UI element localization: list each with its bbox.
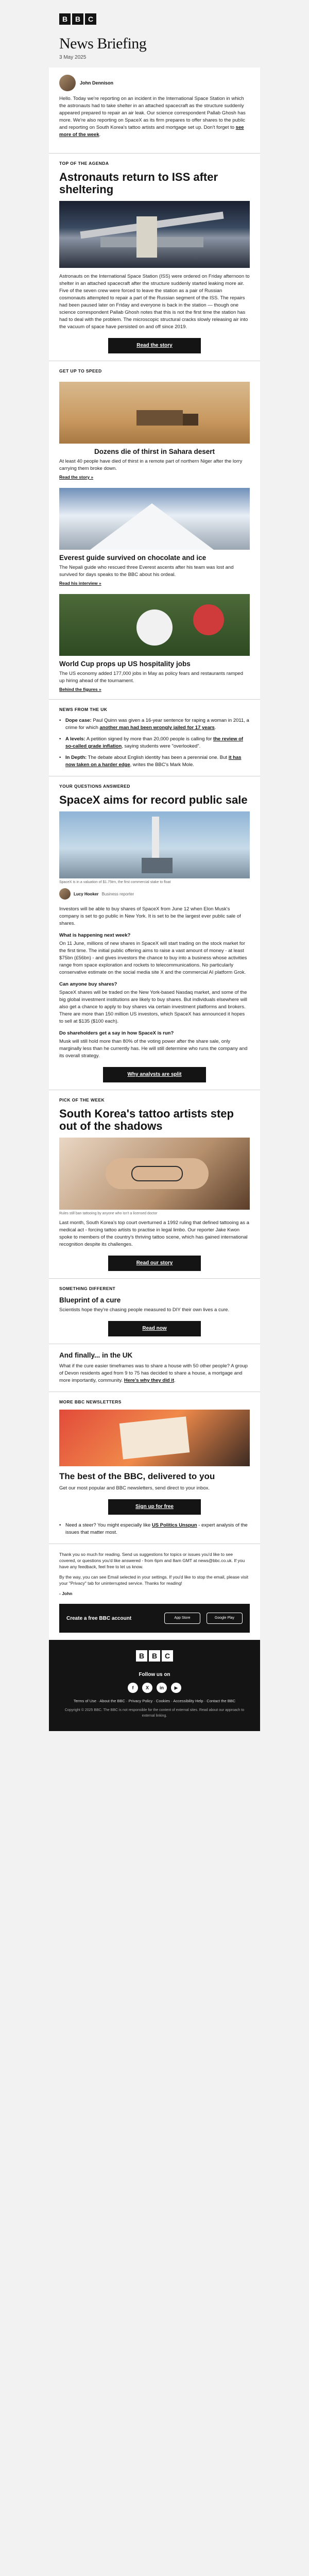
section-label-uk: NEWS FROM THE UK bbox=[49, 699, 260, 712]
intro-paragraph: Hello. Today we're reporting on an incident in the International Space Station in which the astronauts had to take shelter in an attached spacecraft as the structure suddenly appeared prepared to repair an air leak. Our science correspondent Pallab Ghosh has more. We're also reporting on SpaceX as its firm prepares to offer shares to the public and reporting on South Korea's tattoo artists and mortgage set up. Don't forget to see more of the week. bbox=[59, 96, 246, 138]
newsletter-title: News Briefing bbox=[59, 35, 147, 52]
author-row bbox=[49, 67, 260, 95]
instagram-icon[interactable]: in bbox=[157, 1683, 167, 1693]
masthead bbox=[49, 0, 260, 67]
footer bbox=[49, 1640, 260, 1731]
byline-role: Business reporter bbox=[101, 891, 134, 896]
finally-link[interactable]: Here's why they did it bbox=[124, 1378, 175, 1383]
section-label-speed: GET UP TO SPEED bbox=[49, 361, 260, 374]
facebook-icon[interactable]: f bbox=[128, 1683, 138, 1693]
author-name: John Dennison bbox=[80, 80, 113, 86]
byline-name: Lucy Hooker bbox=[74, 891, 99, 896]
social-icons bbox=[59, 1683, 250, 1693]
uk-news-lead: In Depth: bbox=[65, 755, 87, 760]
google-play-badge[interactable]: Google Play bbox=[207, 1613, 243, 1624]
finally-end: . bbox=[174, 1378, 176, 1383]
speed-link-2[interactable]: Read his interview » bbox=[59, 581, 101, 586]
qa-question-2: Can anyone buy shares? bbox=[59, 981, 117, 987]
week-headline: South Korea's tattoo artists step out of the shadows bbox=[59, 1107, 234, 1132]
spacex-caption: SpaceX is in a valuation of $1.75trn, the first commercial stake to float bbox=[59, 880, 171, 884]
footer-copyright: Copyright © 2025 BBC. The BBC is not responsible for the content of external sites. Read about our approach to external linking. bbox=[64, 1708, 245, 1718]
app-banner[interactable] bbox=[59, 1604, 250, 1633]
iss-photo bbox=[59, 201, 250, 268]
everest-photo bbox=[59, 488, 250, 550]
uk-news-list bbox=[49, 717, 260, 769]
different-block bbox=[49, 1296, 260, 1314]
questions-intro: Investors will be able to buy shares of SpaceX from June 12 when Elon Musk's company is set to go public in New York. It is set to be the largest ever public sale of shares. bbox=[59, 906, 241, 926]
finally-text: What if the cure easier timeframes was to share a house with 50 other people? A group of Devon residents aged from 9 to 75 has decided to share a house, a mortgage and more importantly, community. bbox=[59, 1363, 248, 1383]
speed-headline-1: Dozens die of thirst in Sahara desert bbox=[94, 448, 215, 455]
footer-links[interactable]: Terms of Use · About the BBC · Privacy Policy · Cookies · Accessibility Help · Contact the BBC bbox=[73, 1699, 236, 1703]
newsletters-extra-list bbox=[49, 1522, 260, 1536]
bbc-logo[interactable] bbox=[59, 13, 250, 25]
uk-news-text: The debate about English identity has been a perennial one. But bbox=[87, 755, 229, 760]
footer-logo[interactable] bbox=[59, 1650, 250, 1662]
email-body bbox=[49, 0, 260, 1731]
logo-letter-b1: B bbox=[59, 13, 71, 25]
qa-answer-1: On 11 June, millions of new shares in SpaceX will start trading on the stock market for the first time. The initial public offering aims to raise a vast amount of money - at least $75bn (£56bn) - and gives investors the chance to buy into a business whose activities range from space exploration and rockets to telecommunications. No particularly conservative estimate on the social media site X and the commercial AI platform Grok. bbox=[59, 941, 247, 975]
sahara-photo bbox=[59, 382, 250, 444]
author-avatar bbox=[59, 75, 76, 91]
logo-letter-b2: B bbox=[72, 13, 83, 25]
speed-story-2 bbox=[49, 488, 260, 586]
app-store-badge[interactable]: App Store bbox=[164, 1613, 200, 1624]
newsletters-photo bbox=[59, 1410, 250, 1466]
uk-news-link[interactable]: the review of so-called grade inflation bbox=[65, 736, 244, 749]
newsletters-headline: The best of the BBC, delivered to you bbox=[59, 1471, 215, 1481]
analysts-button[interactable]: Why analysts are split bbox=[103, 1067, 206, 1082]
qa-question-3: Do shareholders get a say in how SpaceX is run? bbox=[59, 1030, 174, 1036]
logo-letter-c: C bbox=[85, 13, 96, 25]
speed-body-3: The US economy added 177,000 jobs in May as policy fears and restaurants ramped up hiring ahead of the tournament. bbox=[59, 671, 243, 684]
uk-news-text: A petition signed by more than 20,000 people is calling for bbox=[85, 736, 213, 742]
section-label-questions: YOUR QUESTIONS ANSWERED bbox=[49, 776, 260, 789]
uk-news-item bbox=[59, 754, 250, 769]
read-now-button[interactable]: Read now bbox=[108, 1321, 201, 1336]
speed-headline-2: Everest guide survived on chocolate and ice bbox=[59, 554, 207, 562]
uk-news-text: Paul Quinn was given a 16-year sentence for raping a woman in 2011, a crime for which bbox=[65, 718, 249, 731]
speed-body-2: The Nepali guide who rescued three Everest ascents after his team was lost and survived for days speaks to the BBC about his ordeal. bbox=[59, 565, 234, 578]
follow-us-label: Follow us on bbox=[139, 1672, 170, 1677]
speed-story-3 bbox=[49, 594, 260, 692]
speed-link-1[interactable]: Read the story » bbox=[59, 474, 94, 480]
speed-story-1 bbox=[49, 382, 260, 480]
questions-headline: SpaceX aims for record public sale bbox=[59, 793, 248, 806]
thanks-block bbox=[49, 1544, 260, 1597]
questions-byline bbox=[49, 884, 260, 904]
us-politics-link[interactable]: US Politics Unspun bbox=[151, 1522, 197, 1528]
uk-news-link[interactable]: it has now taken on a harder edge bbox=[65, 755, 242, 768]
footer-logo-c: C bbox=[162, 1650, 173, 1662]
uk-news-tail: , writes the BBC's Mark Mole. bbox=[130, 762, 194, 768]
spacex-photo bbox=[59, 811, 250, 878]
uk-news-lead: Dope case: bbox=[65, 718, 92, 723]
tattoo-photo bbox=[59, 1138, 250, 1210]
byline-avatar bbox=[59, 888, 71, 900]
different-body: Scientists hope they're chasing people measured to DIY their own lives a cure. bbox=[59, 1307, 230, 1313]
uk-news-lead: A levels: bbox=[65, 736, 85, 742]
thanks-paragraph-2: By the way, you can see Email selected in your settings. If you'd like to stop the email, please visit your "Privacy" tab for uninterrupted service. Thanks for reading! bbox=[59, 1574, 249, 1586]
uk-news-tail: . bbox=[214, 725, 216, 731]
speed-headline-3: World Cup props up US hospitality jobs bbox=[59, 660, 191, 668]
finally-headline: And finally... in the UK bbox=[59, 1351, 133, 1359]
speed-body-1: At least 40 people have died of thirst in a remote part of northern Niger after the lorry carrying them broke down. bbox=[59, 459, 243, 471]
newsletters-extra-text: Need a steer? You might especially like bbox=[65, 1522, 152, 1528]
different-headline: Blueprint of a cure bbox=[59, 1296, 121, 1304]
newsletters-text bbox=[49, 1471, 260, 1492]
youtube-icon[interactable]: ▶ bbox=[171, 1683, 181, 1693]
intro-link[interactable]: see more of the week bbox=[59, 125, 244, 138]
newsletter-date: 3 May 2025 bbox=[59, 55, 87, 60]
speed-link-3[interactable]: Behind the figures » bbox=[59, 687, 101, 692]
footer-logo-b2: B bbox=[149, 1650, 160, 1662]
uk-news-tail: , saying students were "overlooked". bbox=[122, 743, 201, 749]
newsletters-body: Get our most popular and BBC newsletters, send direct to your inbox. bbox=[59, 1485, 210, 1491]
top-headline: Astronauts return to ISS after sheltering bbox=[59, 171, 218, 196]
x-icon[interactable]: X bbox=[142, 1683, 152, 1693]
section-label-newsletters: MORE BBC NEWSLETTERS bbox=[49, 1392, 260, 1404]
thanks-paragraph-1: Thank you so much for reading. Send us suggestions for topics or issues you'd like to see covered, or questions you'd like answered - from 6pm and 8am GMT at news@bbc.co.uk. If you have any feedback, feel free to let us know. bbox=[59, 1552, 245, 1569]
world-cup-photo bbox=[59, 594, 250, 656]
uk-news-item bbox=[59, 717, 250, 732]
thanks-signoff: - John bbox=[59, 1591, 73, 1596]
read-story-button[interactable]: Read the story bbox=[108, 338, 201, 353]
qa-question-1: What is happening next week? bbox=[59, 933, 131, 938]
tattoo-caption: Rules still ban tattooing by anyone who isn't a licensed doctor bbox=[59, 1212, 158, 1215]
section-label-different: SOMETHING DIFFERENT bbox=[49, 1278, 260, 1291]
section-label-top: TOP OF THE AGENDA bbox=[49, 153, 260, 166]
top-body: Astronauts on the International Space Station (ISS) were ordered on Friday afternoon to shelter in an attached spacecraft after the structure suddenly started leaking more air. Five of the seven crew were forced to leave the station as a pair of Russian cosmonauts attempted to repair a part of the Russian segment of the ISS. The repairs had been paused later on Friday and everyone is back in the station — though one science correspondent Pallab Ghosh notes that this is not the first time the station has had to deal with the problem. The microscopic structural cracks slowly releasing air into the vacuum of space have persisted on and off since 2019. bbox=[59, 274, 250, 330]
qa-answer-3: Musk will still hold more than 80% of the voting power after the share sale, only marginally less than he currently has. He will still determine who runs the company and its overall strategy. bbox=[59, 1039, 248, 1059]
uk-news-link[interactable]: another man had been wrongly jailed for 17 years bbox=[99, 725, 215, 731]
qa-answer-2: SpaceX shares will be traded on the New York-based Nasdaq market, and some of the big global investment institutions are likely to buy shares. But individuals elsewhere will also get a chance to apply to buy shares via certain investment platforms and brokers. There are more than 150 million US investors, which SpaceX has announced it hopes to sell at $135 ($100 each). bbox=[59, 990, 247, 1024]
finally-block bbox=[49, 1344, 260, 1384]
uk-news-item bbox=[59, 736, 250, 750]
footer-logo-b1: B bbox=[136, 1650, 147, 1662]
intro-text: Hello. Today we're reporting on an incident in the International Space Station in which the astronauts had to take shelter in an attached spacecraft as the structure suddenly appeared prepared to repair an air leak. Our science correspondent Pallab Ghosh has more. We're also reporting on SpaceX as its firm prepares to offer shares to the public and reporting on South Korea's tattoo artists and mortgage set up. Don't forget to bbox=[59, 96, 246, 130]
section-label-week: PICK OF THE WEEK bbox=[49, 1090, 260, 1103]
app-banner-text: Create a free BBC account bbox=[66, 1615, 132, 1621]
sign-up-button[interactable]: Sign up for free bbox=[108, 1499, 201, 1515]
read-our-story-button[interactable]: Read our story bbox=[108, 1256, 201, 1271]
finally-body bbox=[49, 1363, 260, 1384]
newsletters-extra-end: - expert analysis of the issues that matter most. bbox=[65, 1522, 248, 1535]
newsletters-extra-item bbox=[59, 1522, 250, 1536]
week-body: Last month, South Korea's top court overturned a 1992 ruling that defined tattooing as a medical act - forcing tattoo artists to practise in legal limbo. Our reporter Jake Kwon spoke to members of the country's thriving tattoo scene, which has gained international recognition despite its challenges. bbox=[59, 1220, 249, 1247]
